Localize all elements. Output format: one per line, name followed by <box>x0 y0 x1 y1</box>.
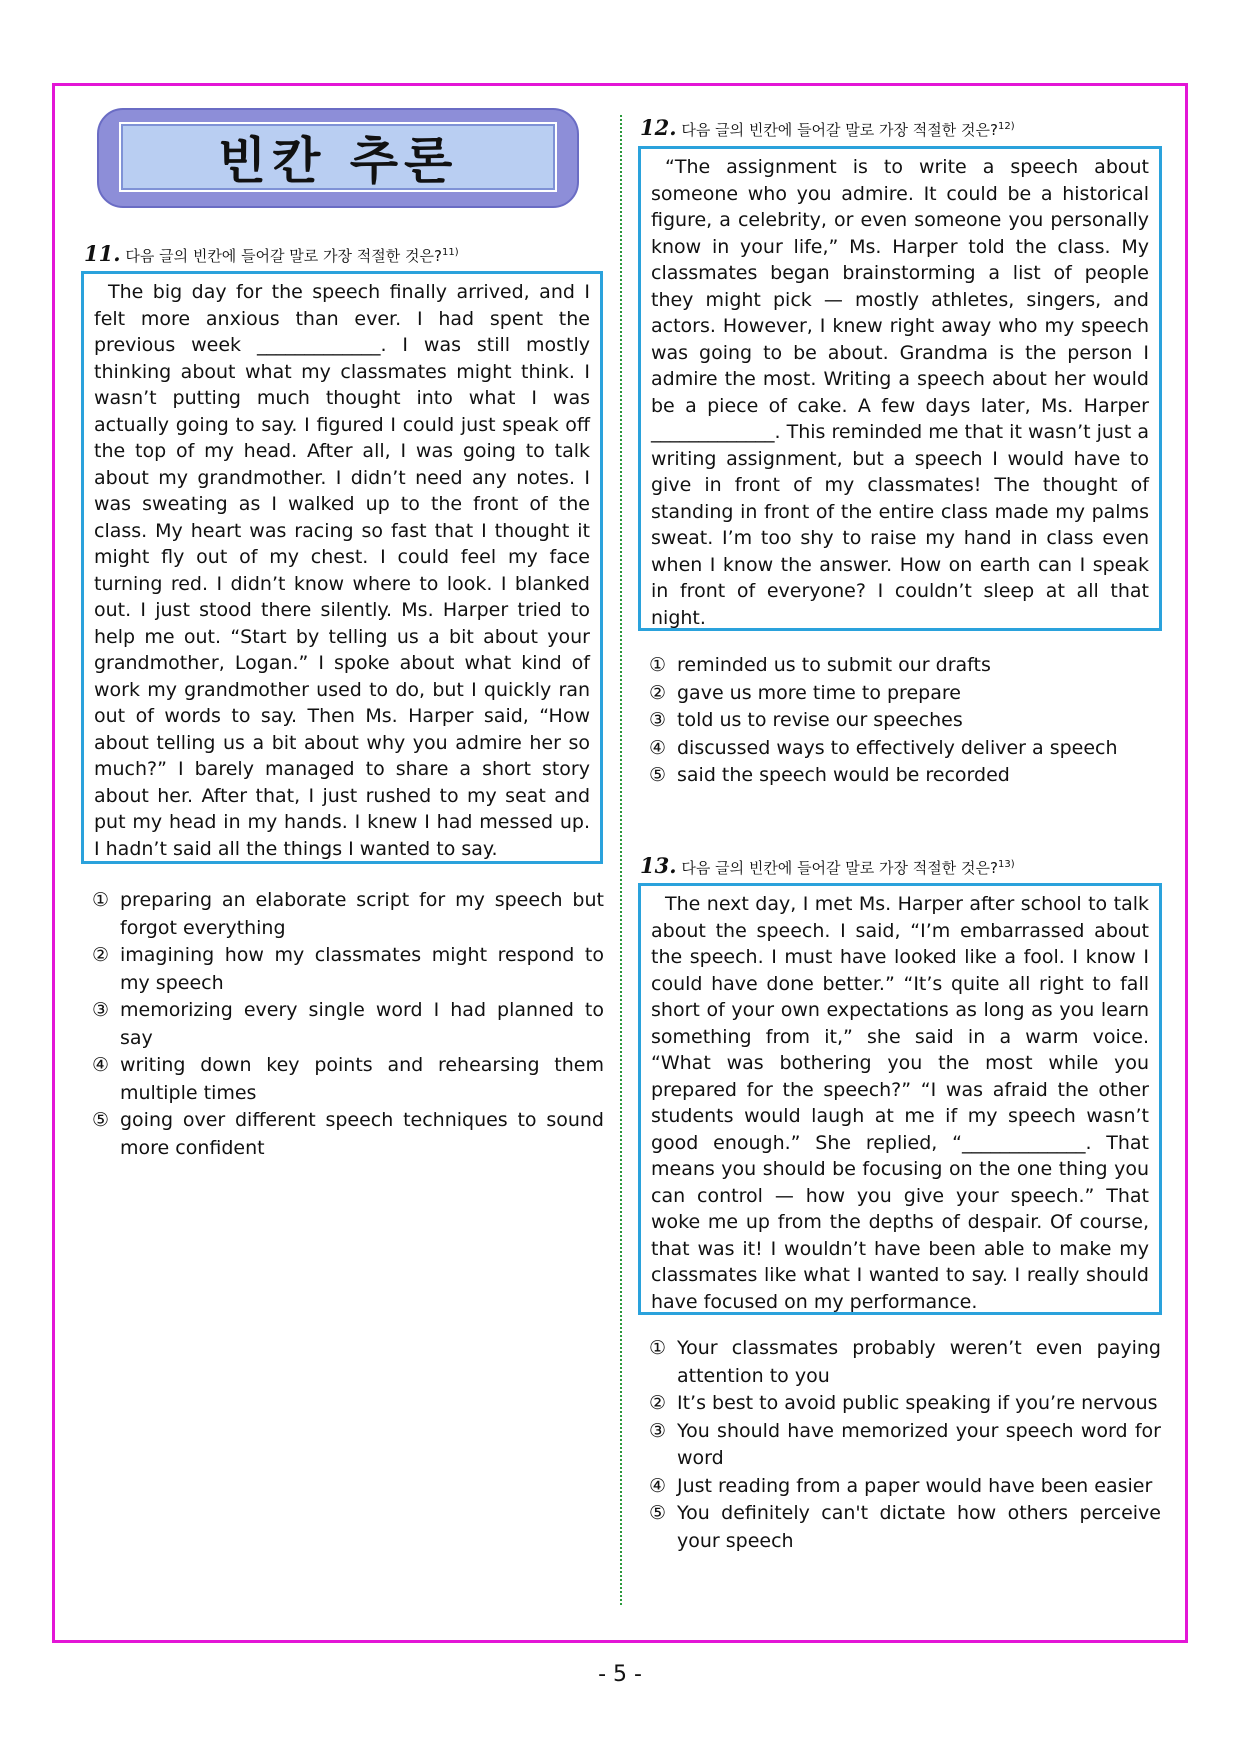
choice-4[interactable] <box>92 1052 604 1107</box>
choice-marker: ① <box>92 889 110 911</box>
question-11-choices <box>92 887 604 1162</box>
choice-3[interactable] <box>649 1418 1161 1473</box>
question-prompt: 다음 글의 빈칸에 들어갈 말로 가장 적절한 것은? <box>125 247 442 265</box>
choice-text: It’s best to avoid public speaking if you’re nervous <box>677 1392 1158 1414</box>
choice-5[interactable] <box>649 1500 1161 1555</box>
passage-text: The next day, I met Ms. Harper after school to talk about the speech. I said, “I’m embarrassed about the speech. I must have looked like a fool. I know I could have done better.” “It’s quite all right to fall short of your own expectations as long as you learn something from it,” she said in a warm voice. “What was bothering you the most while you prepared for the speech?” “I was afraid the other students would laugh at me if my speech wasn’t good enough.” She replied, “_____________. That means you should be focusing on the one thing you can control — how you give your speech.” That woke me up from the depths of despair. Of course, that was it! I wouldn’t have been able to make my classmates like what I wanted to say. I really should have focused on my performance. <box>651 893 1149 1313</box>
choice-4[interactable] <box>649 1473 1161 1501</box>
choice-text: You definitely can't dictate how others perceive your speech <box>677 1502 1161 1552</box>
choice-marker: ② <box>92 944 110 966</box>
choice-marker: ④ <box>649 1474 667 1497</box>
choice-1[interactable] <box>649 1335 1161 1390</box>
choice-text: imagining how my classmates might respond to my speech <box>120 944 604 994</box>
choice-text: Just reading from a paper would have been easier <box>677 1474 1153 1497</box>
choice-text: reminded us to submit our drafts <box>677 654 991 676</box>
choice-3[interactable] <box>92 997 604 1052</box>
choice-marker: ⑤ <box>92 1109 110 1131</box>
footnote-ref: 12) <box>997 121 1015 132</box>
question-13-choices <box>649 1335 1161 1555</box>
question-number: 11. <box>84 241 121 266</box>
choice-marker: ④ <box>92 1054 110 1076</box>
choice-text: going over different speech techniques to sound more confident <box>120 1109 604 1159</box>
choice-text: said the speech would be recorded <box>677 764 1010 786</box>
choice-marker: ④ <box>649 736 667 759</box>
footnote-ref: 11) <box>441 247 459 258</box>
question-12-choices <box>649 652 1161 790</box>
choice-5[interactable] <box>649 762 1161 790</box>
choice-text: gave us more time to prepare <box>677 681 961 704</box>
question-11-header <box>84 241 459 266</box>
choice-marker: ① <box>649 654 667 676</box>
choice-text: You should have memorized your speech word for word <box>677 1419 1161 1469</box>
question-number: 13. <box>640 853 677 878</box>
question-12-passage <box>638 146 1162 631</box>
section-title: 빈칸 추론 <box>217 132 459 190</box>
choice-text: memorizing every single word I had planned to say <box>120 999 604 1049</box>
question-number: 12. <box>640 115 677 140</box>
choice-text: Your classmates probably weren’t even paying attention to you <box>677 1337 1161 1387</box>
choice-marker: ⑤ <box>649 764 667 786</box>
choice-marker: ② <box>649 1392 667 1414</box>
choice-text: writing down key points and rehearsing them multiple times <box>120 1054 604 1104</box>
choice-5[interactable] <box>92 1107 604 1162</box>
choice-2[interactable] <box>92 942 604 997</box>
question-prompt: 다음 글의 빈칸에 들어갈 말로 가장 적절한 것은? <box>681 859 998 877</box>
section-title-banner <box>97 108 579 208</box>
passage-text: “The assignment is to write a speech about someone who you admire. It could be a historical figure, a celebrity, or even someone you personally know in your life,” Ms. Harper told the class. My classmates began brainstorming a list of people they might pick — mostly athletes, singers, and actors. However, I knew right away who my speech was going to be about. Grandma is the person I admire the most. Writing a speech about her would be a piece of cake. A few days later, Ms. Harper _____________. This reminded me that it wasn’t just a writing assignment, but a speech I would have to give in front of my classmates! The thought of standing in front of the entire class made my palms sweat. I’m too shy to raise my hand in class even when I know the answer. How on earth can I speak in front of everyone? I couldn’t sleep at all that night. <box>651 156 1149 629</box>
question-13-header <box>640 853 1015 878</box>
choice-3[interactable] <box>649 707 1161 735</box>
choice-marker: ① <box>649 1337 667 1359</box>
question-prompt: 다음 글의 빈칸에 들어갈 말로 가장 적절한 것은? <box>681 121 998 139</box>
choice-text: told us to revise our speeches <box>677 709 963 731</box>
passage-text: The big day for the speech finally arrived, and I felt more anxious than ever. I had spent the previous week _____________. I was still mostly thinking about what my classmates might think. I wasn’t putting much thought into what I was actually going to say. I figured I could just speak off the top of my head. After all, I was going to talk about my grandmother. I didn’t need any notes. I was sweating as I walked up to the front of the class. My heart was racing so fast that I thought it might fly out of my chest. I could feel my face turning red. I didn’t know where to look. I blanked out. I just stood there silently. Ms. Harper tried to help me out. “Start by telling us a bit about your grandmother, Logan.” I spoke about what kind of work my grandmother used to do, but I quickly ran out of words to say. Then Ms. Harper said, “How about telling us a bit about why you admire her so much?” I barely managed to share a short story about her. After that, I just rushed to my seat and put my head in my hands. I knew I had messed up. I hadn’t said all the things I wanted to say. <box>94 281 590 860</box>
page-number: - 5 - <box>598 1662 642 1687</box>
choice-2[interactable] <box>649 680 1161 708</box>
choice-marker: ⑤ <box>649 1502 667 1524</box>
choice-marker: ③ <box>649 709 667 731</box>
choice-marker: ③ <box>649 1419 667 1442</box>
choice-marker: ③ <box>92 999 110 1021</box>
choice-2[interactable] <box>649 1390 1161 1418</box>
question-11-passage <box>81 271 603 864</box>
choice-text: preparing an elaborate script for my speech but forgot everything <box>120 889 604 939</box>
column-divider <box>620 115 622 1605</box>
choice-1[interactable] <box>649 652 1161 680</box>
section-title-box <box>119 122 557 192</box>
choice-1[interactable] <box>92 887 604 942</box>
choice-4[interactable] <box>649 735 1161 763</box>
question-12-header <box>640 115 1015 140</box>
choice-marker: ② <box>649 681 667 704</box>
question-13-passage <box>638 883 1162 1315</box>
choice-text: discussed ways to effectively deliver a speech <box>677 736 1118 759</box>
footnote-ref: 13) <box>997 859 1015 870</box>
